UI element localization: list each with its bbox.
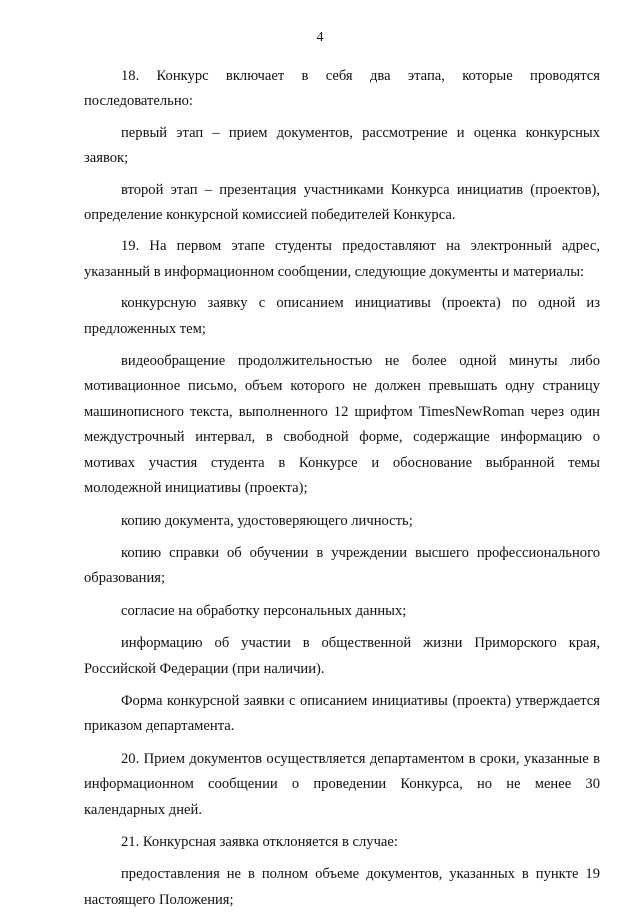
page-number: 4	[316, 30, 324, 45]
paragraph-id-copy: копию документа, удостоверяющего личность;	[121, 512, 413, 529]
paragraph-consent: согласие на обработку персональных данных;	[121, 602, 407, 619]
paragraph-incomplete-documents: предоставления не в полном объеме документов, указанных в пункте 19 настоящего Положения;	[84, 866, 600, 908]
paragraph-study-certificate: копию справки об обучении в учреждении высшего профессионального образования;	[84, 544, 600, 587]
paragraph-stage-two: второй этап – презентация участниками Конкурса инициатив (проектов), определение конкурсной комиссией победителей Конкурса.	[84, 181, 600, 224]
paragraph-public-life: информацию об участии в общественной жизни Приморского края, Российской Федерации (при наличии).	[84, 635, 600, 677]
document-body	[84, 64, 600, 913]
paragraph-form-approval: Форма конкурсной заявки с описанием инициативы (проекта) утверждается приказом департамента.	[84, 692, 600, 735]
paragraph-20: 20. Прием документов осуществляется департаментом в сроки, указанные в информационном сообщении о проведении Конкурса, но не менее 30 календарных дней.	[84, 750, 600, 818]
paragraph-19: 19. На первом этапе студенты предоставляют на электронный адрес, указанный в информационном сообщении, следующие документы и материалы:	[84, 238, 600, 280]
paragraph-21: 21. Конкурсная заявка отклоняется в случае:	[121, 833, 398, 850]
paragraph-application: конкурсную заявку с описанием инициативы (проекта) по одной из предложенных тем;	[84, 295, 600, 337]
paragraph-18: 18. Конкурс включает в себя два этапа, которые проводятся последовательно:	[84, 68, 600, 110]
paragraph-video-appeal: видеообращение продолжительностью не более одной минуты либо мотивационное письмо, объем которого не должен превышать одну страницу машинописного текста, выполненного 12 шрифтом TimesNewRoman через один междустрочный интервал, в свободной форме, содержащие информацию о мотивах участия студента в Конкурсе и обоснование выбранной темы молодежной инициативы (проекта);	[84, 353, 600, 497]
paragraph-stage-one: первый этап – прием документов, рассмотрение и оценка конкурсных заявок;	[84, 124, 600, 167]
